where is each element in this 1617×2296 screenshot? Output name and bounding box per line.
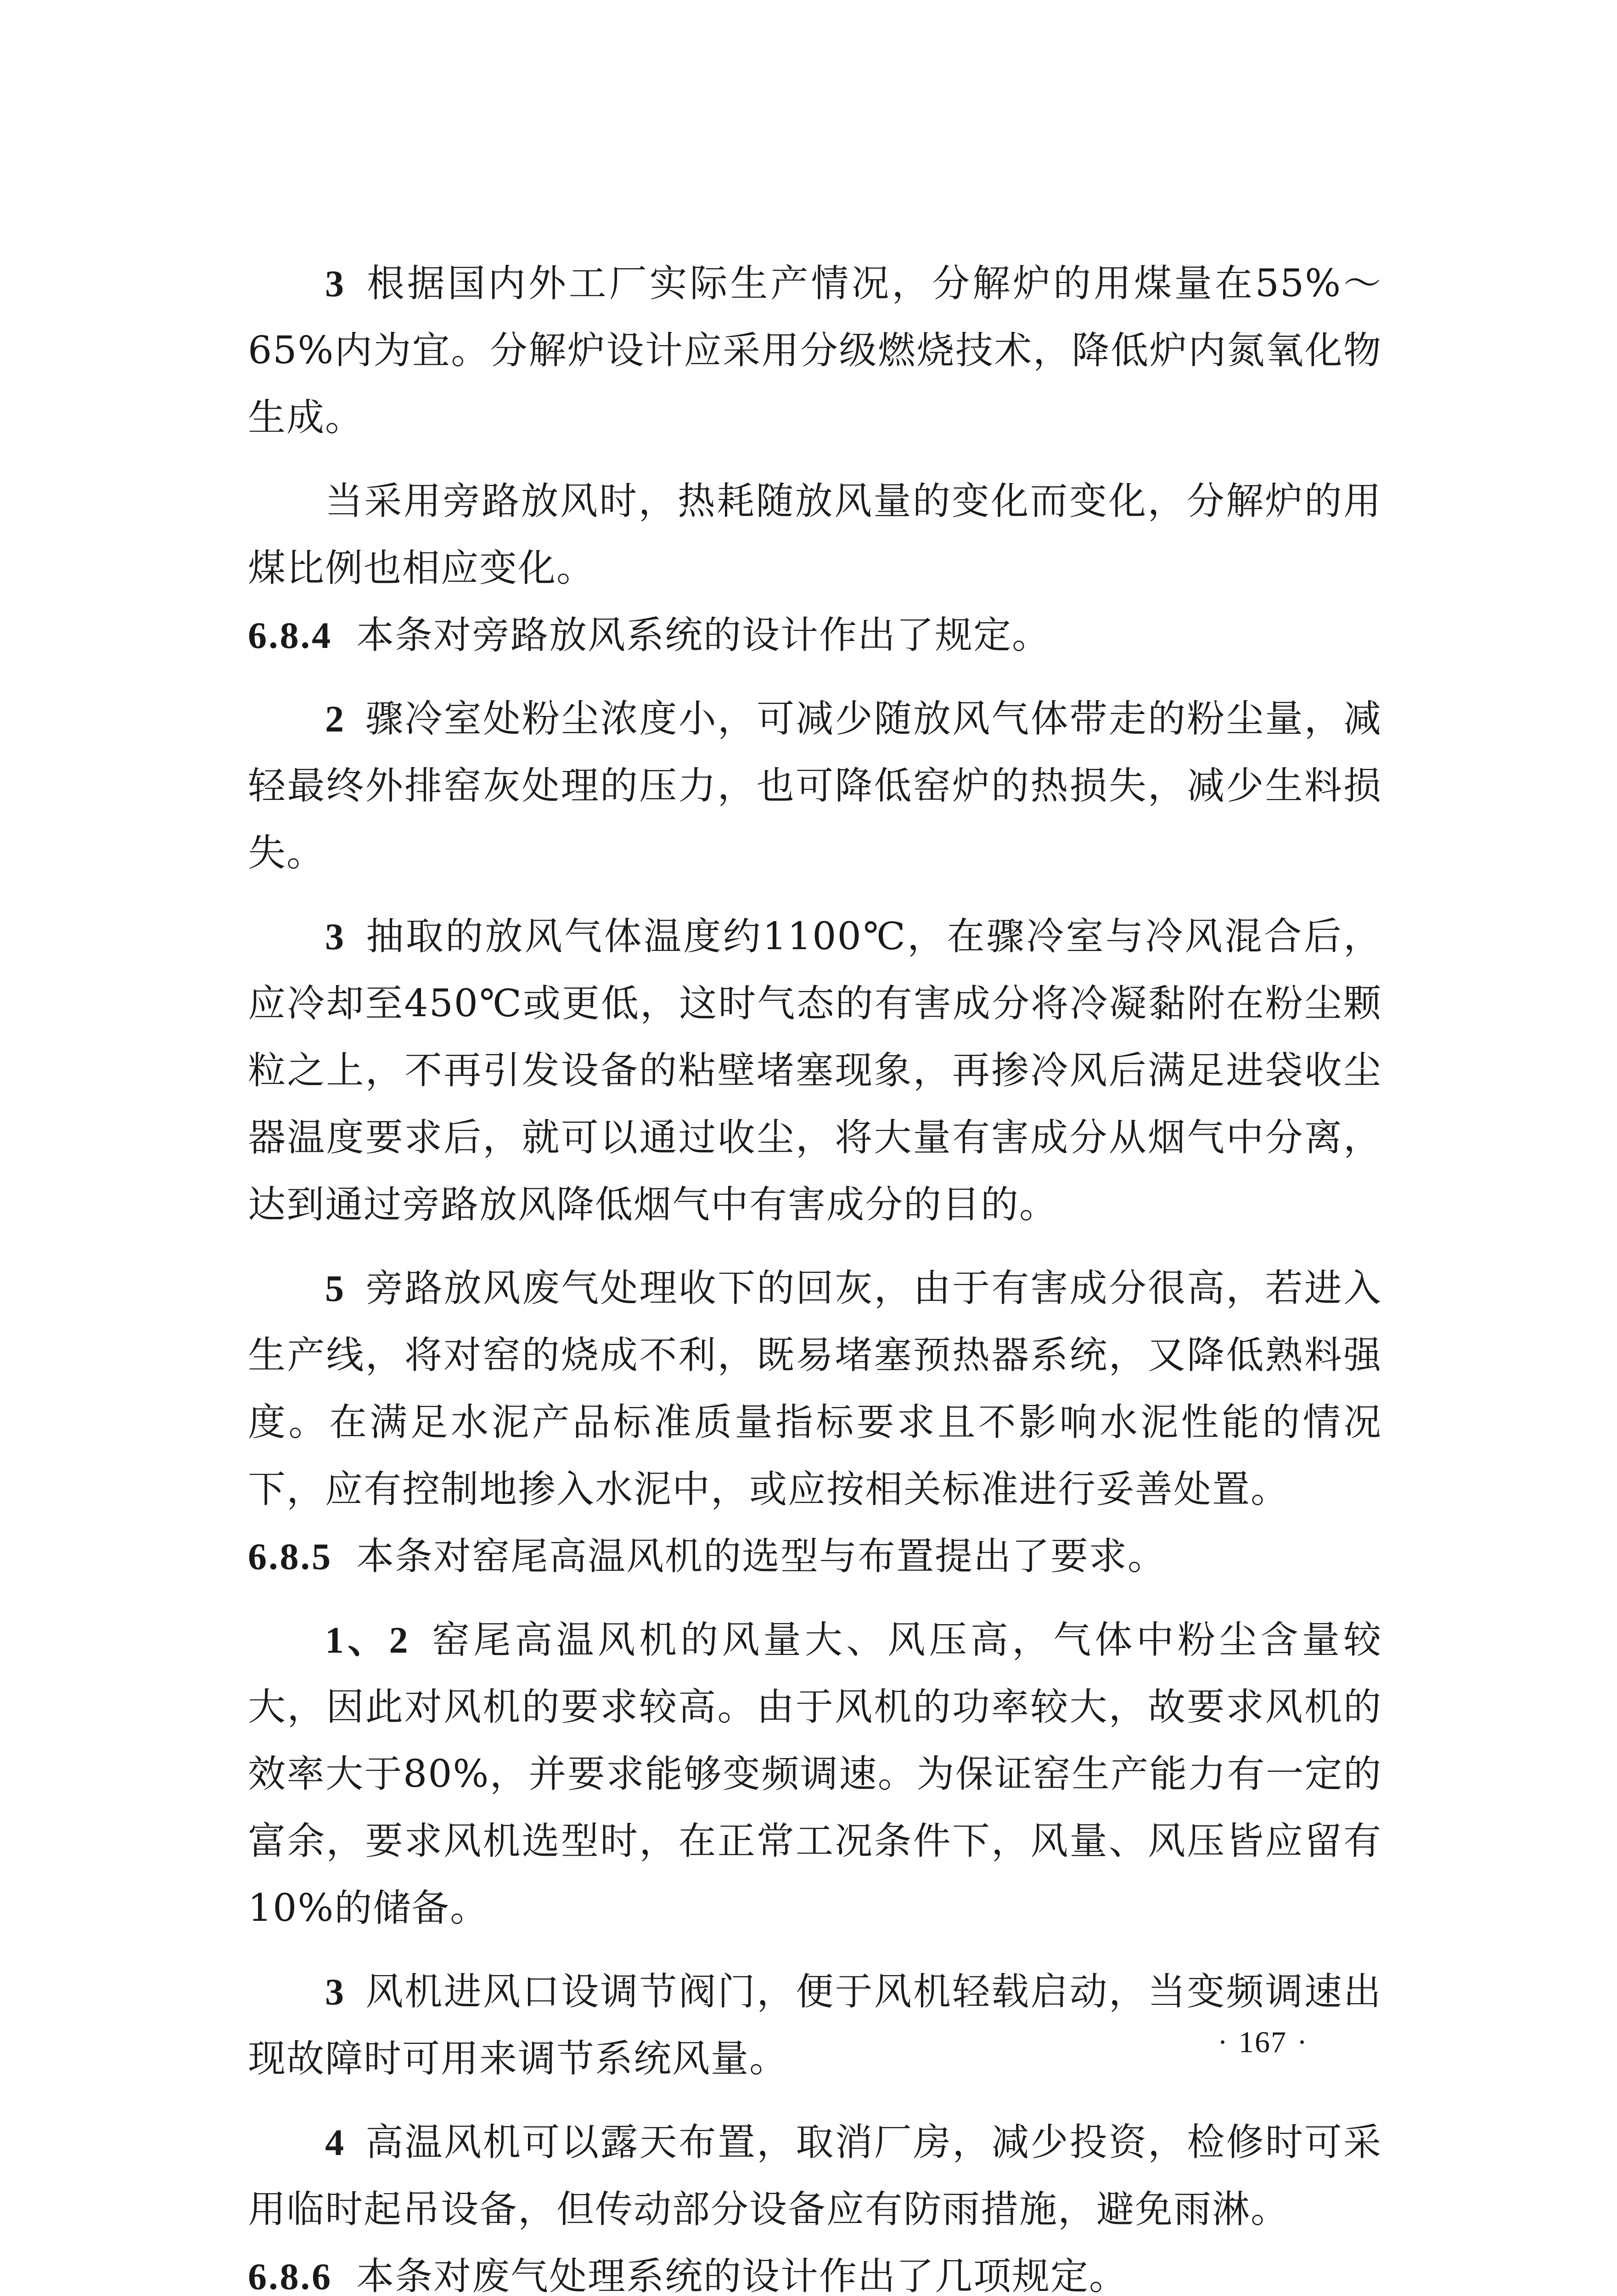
document-body [248,250,1382,2296]
paragraph-text: 骤冷室处粉尘浓度小，可减少随放风气体带走的粉尘量，减轻最终外排窑灰处理的压力，也可降低窑炉的热损失，减少生料损失。 [248,697,1382,875]
paragraph-text: 窑尾高温风机的风量大、风压高，气体中粉尘含量较大，因此对风机的要求较高。由于风机的功率较大，故要求风机的效率大于80%，并要求能够变频调速。为保证窑生产能力有一定的富余，要求风机选型时，在正常工况条件下，风量、风压皆应留有10%的储备。 [248,1618,1382,1930]
item-number: 2 [325,698,345,740]
paragraph-item-4-outdoor [248,2109,1382,2243]
page-number-value: 167 [1238,2026,1287,2059]
clause-number: 6.8.4 [248,614,332,656]
clause-text: 本条对废气处理系统的设计作出了几项规定。 [356,2255,1128,2296]
paragraph-text: 抽取的放风气体温度约1100℃，在骤冷室与冷风混合后，应冷却至450℃或更低，这时气态的有害成分将冷凝黏附在粉尘颗粒之上，不再引发设备的粘壁堵塞现象，再掺冷风后满足进袋收尘器温度要求后，就可以通过收尘，将大量有害成分从烟气中分离，达到通过旁路放风降低烟气中有害成分的目的。 [248,915,1382,1227]
paragraph-item-1-2-fan [248,1607,1382,1942]
paragraph-text: 风机进风口设调节阀门，便于风机轻载启动，当变频调速出现故障时可用来调节系统风量。 [248,1970,1382,2081]
paragraph-item-2-quench [248,686,1382,887]
paragraph-text: 旁路放风废气处理收下的回灰，由于有害成分很高，若进入生产线，将对窑的烧成不利，既易堵塞预热器系统，又降低熟料强度。在满足水泥产品标准质量指标要求且不影响水泥性能的情况下，应有控制地掺入水泥中，或应按相关标准进行妥善处置。 [248,1266,1382,1511]
item-number: 1、2 [325,1619,409,1661]
clause-number: 6.8.6 [248,2256,332,2296]
item-number: 4 [325,2122,345,2163]
item-number: 5 [325,1267,345,1309]
paragraph-bypass-note [248,468,1382,602]
clause-6-8-5 [248,1523,1382,1590]
clause-6-8-6 [248,2243,1382,2296]
page-number [1207,2025,1318,2060]
clause-text: 本条对窑尾高温风机的选型与布置提出了要求。 [356,1535,1167,1578]
item-number: 3 [325,916,345,957]
item-number: 3 [325,1971,345,2013]
paragraph-item-5-ash [248,1255,1382,1523]
page-number-dot-left: · [1218,2026,1229,2059]
paragraph-text: 根据国内外工厂实际生产情况，分解炉的用煤量在55%～65%内为宜。分解炉设计应采用分级燃烧技术，降低炉内氮氧化物生成。 [248,262,1382,439]
paragraph-item-3-coal [248,250,1382,451]
paragraph-item-3-gas [248,903,1382,1238]
clause-text: 本条对旁路放风系统的设计作出了规定。 [356,613,1051,657]
clause-6-8-4 [248,602,1382,669]
paragraph-text: 高温风机可以露天布置，取消厂房，减少投资，检修时可采用临时起吊设备，但传动部分设备应有防雨措施，避免雨淋。 [248,2121,1382,2231]
page-number-dot-right: · [1297,2026,1308,2059]
clause-number: 6.8.5 [248,1536,332,1577]
item-number: 3 [325,263,345,304]
paragraph-text: 当采用旁路放风时，热耗随放风量的变化而变化，分解炉的用煤比例也相应变化。 [248,479,1382,590]
